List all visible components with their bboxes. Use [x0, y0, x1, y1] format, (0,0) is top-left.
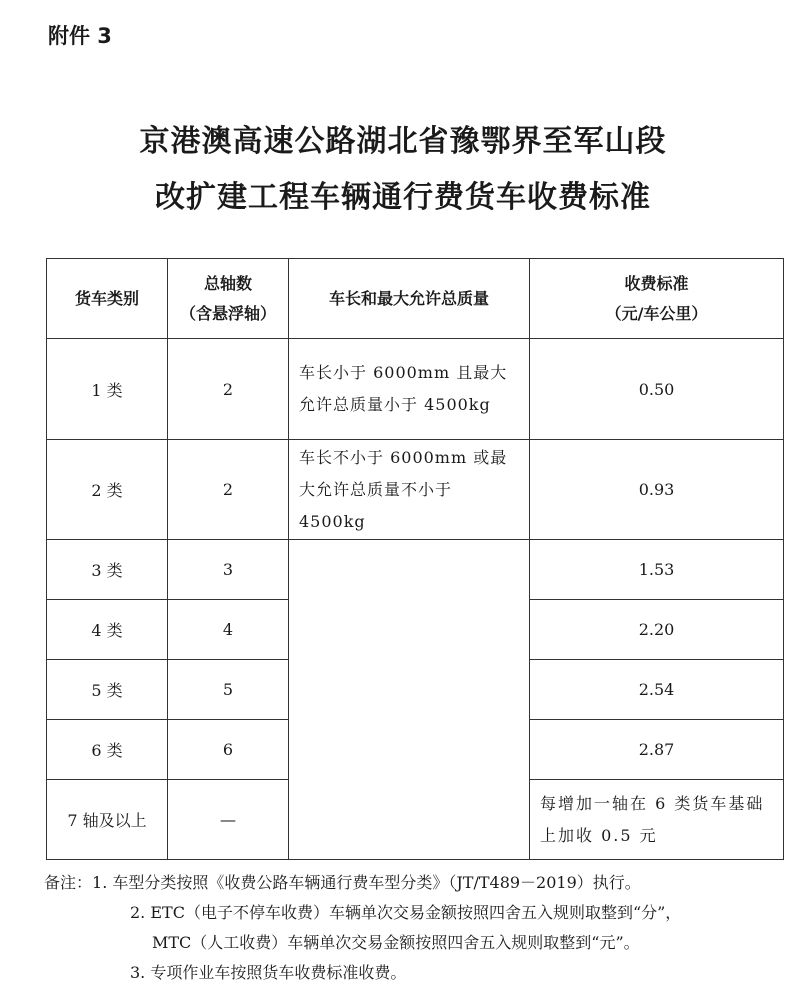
- remark-item-3: 3. 专项作业车按照货车收费标准收费。: [130, 963, 407, 982]
- remark-item-2-cont: MTC（人工收费）车辆单次交易金额按照四舍五入规则取整到“元”。: [152, 933, 640, 952]
- cell-axles: 3: [168, 540, 289, 600]
- table-header-row: [47, 259, 784, 339]
- header-rate-line1: 收费标准: [624, 273, 689, 293]
- header-rate-line2: （元/车公里）: [605, 303, 708, 323]
- cell-category: 3 类: [47, 540, 168, 600]
- table-row: [47, 440, 784, 540]
- cell-rate: 2.20: [530, 600, 784, 660]
- cell-rate: 1.53: [530, 540, 784, 600]
- remarks: [44, 868, 681, 988]
- document-title-line-2: 改扩建工程车辆通行费货车收费标准: [155, 180, 651, 215]
- header-axles: [168, 259, 289, 339]
- cell-axles: 5: [168, 660, 289, 720]
- cell-rate: 0.50: [530, 339, 784, 440]
- header-category: 货车类别: [47, 259, 168, 339]
- cell-category: 4 类: [47, 600, 168, 660]
- cell-axles: —: [168, 780, 289, 860]
- table-row: [47, 540, 784, 600]
- header-rate: [530, 259, 784, 339]
- attachment-label: 附件 3: [48, 24, 112, 48]
- cell-size: 车长不小于 6000mm 或最大允许总质量不小于 4500kg: [289, 440, 530, 540]
- cell-category: 2 类: [47, 440, 168, 540]
- cell-category: 7 轴及以上: [47, 780, 168, 860]
- table-row: [47, 339, 784, 440]
- cell-rate: 每增加一轴在 6 类货车基础上加收 0.5 元: [530, 780, 784, 860]
- cell-axles: 6: [168, 720, 289, 780]
- cell-category: 6 类: [47, 720, 168, 780]
- cell-size: 车长小于 6000mm 且最大允许总质量小于 4500kg: [289, 339, 530, 440]
- cell-rate: 0.93: [530, 440, 784, 540]
- header-axles-line2: （含悬浮轴）: [179, 303, 276, 323]
- cell-axles: 2: [168, 440, 289, 540]
- header-axles-line1: 总轴数: [203, 273, 252, 293]
- remark-item-1: [44, 868, 681, 898]
- remarks-label: 备注：: [44, 873, 93, 892]
- cell-axles: 4: [168, 600, 289, 660]
- cell-axles: 2: [168, 339, 289, 440]
- header-size: 车长和最大允许总质量: [289, 259, 530, 339]
- document-title-line-1: 京港澳高速公路湖北省豫鄂界至军山段: [139, 124, 667, 159]
- remark-item-2: 2. ETC（电子不停车收费）车辆单次交易金额按照四舍五入规则取整到“分”，: [130, 903, 682, 922]
- cell-category: 5 类: [47, 660, 168, 720]
- cell-size-merged: [289, 540, 530, 860]
- remark-text: 1. 车型分类按照《收费公路车辆通行费车型分类》（JT/T489－2019）执行。: [92, 873, 641, 892]
- cell-category: 1 类: [47, 339, 168, 440]
- toll-rate-table: [46, 258, 784, 860]
- cell-rate: 2.54: [530, 660, 784, 720]
- cell-rate: 2.87: [530, 720, 784, 780]
